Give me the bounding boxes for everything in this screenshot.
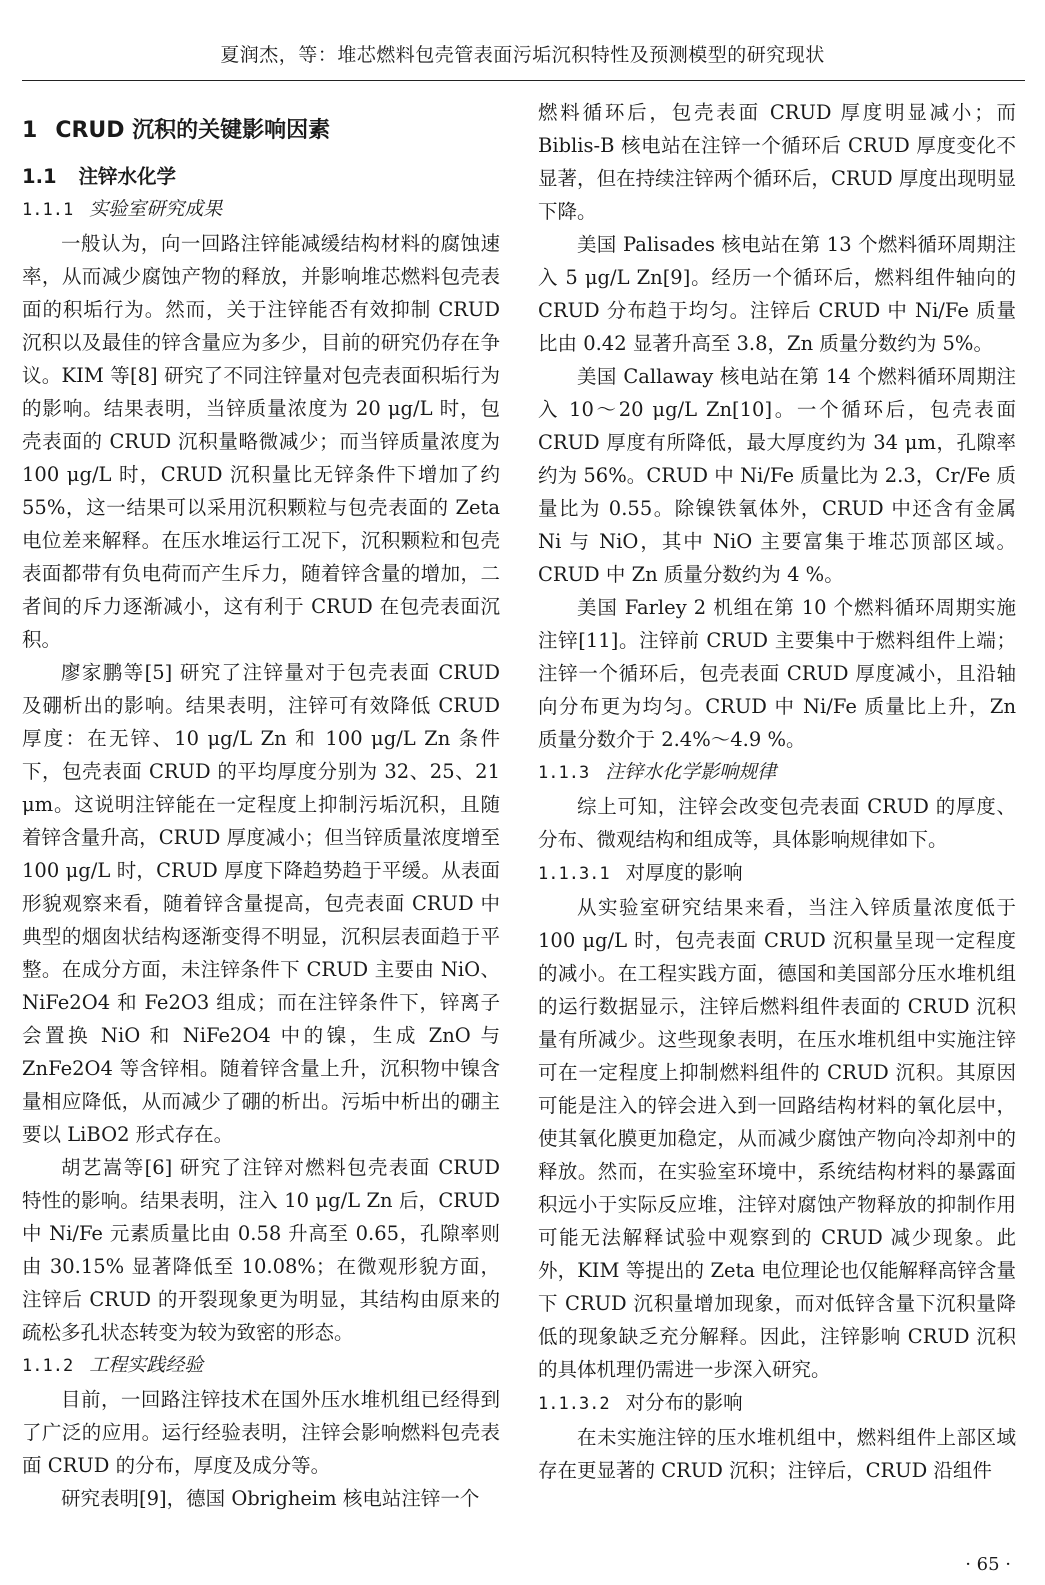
section-title: 实验室研究成果 bbox=[89, 198, 223, 220]
running-header: 夏润杰，等：堆芯燃料包壳管表面污垢沉积特性及预测模型的研究现状 bbox=[220, 44, 825, 66]
section-number: 1.1.3.1 bbox=[538, 864, 610, 884]
paragraph: 研究表明[9]，德国 Obrigheim 核电站注锌一个 bbox=[61, 1487, 480, 1510]
page-number: · 65 · bbox=[965, 1554, 1011, 1575]
paragraph: 从实验室研究结果来看，当注入锌质量浓度低于 100 μg/L 时，包壳表面 CRUD 沉积量呈现一定程度的减小。在工程实践方面，德国和美国部分压水堆机组的运行数据显示，注锌后燃料组件表面的 CRUD 沉积量有所减少。这些现象表明，在压水堆机组中实施注锌可在一定程度上抑制燃料组件的 CRUD 沉积。其原因可能是注入的锌会进入到一回路结构材料的氧化层中，使其氧化膜更加稳定，从而减少腐蚀产物向冷却剂中的释放。然而，在实验室环境中，系统结构材料的暴露面积远小于实际反应堆，注锌对腐蚀产物释放的抑制作用可能无法解释试验中观察到的 CRUD 减少现象。此外，KIM 等提出的 Zeta 电位理论也仅能解释高锌含量下 CRUD 沉积量增加现象，而对低锌含量下沉积量降低的现象缺乏充分解释。因此，注锌影响 CRUD 沉积的具体机理仍需进一步深入研究。 bbox=[538, 896, 1016, 1381]
section-title: 工程实践经验 bbox=[89, 1354, 204, 1376]
left-column bbox=[22, 96, 500, 1515]
paragraph: 美国 Farley 2 机组在第 10 个燃料循环周期实施注锌[11]。注锌前 CRUD 主要集中于燃料组件上端；注锌一个循环后，包壳表面 CRUD 厚度减小，且沿轴向分布更为均匀。CRUD 中 Ni/Fe 质量比上升，Zn 质量分数介于 2.4%～4.9 %。 bbox=[538, 596, 1016, 751]
section-number: 1.1.3 bbox=[538, 763, 590, 783]
paragraph: 美国 Palisades 核电站在第 13 个燃料循环周期注入 5 μg/L Zn[9]。经历一个循环后，燃料组件轴向的 CRUD 分布趋于均匀。注锌后 CRUD 中 Ni/Fe 质量比由 0.42 显著升高至 3.8，Zn 质量分数约为 5%。 bbox=[538, 233, 1016, 355]
section-number: 1.1.1 bbox=[22, 200, 74, 220]
section-title: 注锌水化学 bbox=[78, 165, 177, 188]
section-title: 对厚度的影响 bbox=[625, 861, 743, 884]
paragraph: 廖家鹏等[5] 研究了注锌量对于包壳表面 CRUD 及硼析出的影响。结果表明，注锌可有效降低 CRUD 厚度：在无锌、10 μg/L Zn 和 100 μg/L Zn 条件下，包壳表面 CRUD 的平均厚度分别为 32、25、21 μm。这说明注锌能在一定程度上抑制污垢沉积，且随着锌含量升高，CRUD 厚度减小；但当锌质量浓度增至 100 μg/L 时，CRUD 厚度下降趋势趋于平缓。从表面形貌观察来看，随着锌含量提高，包壳表面 CRUD 中典型的烟囱状结构逐渐变得不明显，沉积层表面趋于平整。在成分方面，未注锌条件下 CRUD 主要由 NiO、NiFe2O4 和 Fe2O3 组成；而在注锌条件下，锌离子会置换 NiO 和 NiFe2O4 中的镍，生成 ZnO 与 ZnFe2O4 等含锌相。随着锌含量上升，沉积物中镍含量相应降低，从而减少了硼的析出。污垢中析出的硼主要以 LiBO2 形式存在。 bbox=[22, 661, 500, 1146]
section-title: 对分布的影响 bbox=[625, 1391, 743, 1414]
section-number: 1.1 bbox=[22, 165, 57, 188]
paragraph: 燃料循环后，包壳表面 CRUD 厚度明显减小；而 Biblis-B 核电站在注锌一个循环后 CRUD 厚度变化不显著，但在持续注锌两个循环后，CRUD 厚度出现明显下降。 bbox=[538, 101, 1016, 223]
section-heading-1-1-3-2 bbox=[538, 1386, 1016, 1421]
paragraph: 目前，一回路注锌技术在国外压水堆机组已经得到了广泛的应用。运行经验表明，注锌会影响燃料包壳表面 CRUD 的分布，厚度及成分等。 bbox=[22, 1388, 500, 1477]
section-heading-1-1-3-1 bbox=[538, 856, 1016, 891]
section-number: 1.1.2 bbox=[22, 1356, 74, 1376]
paragraph: 在未实施注锌的压水堆机组中，燃料组件上部区域存在更显著的 CRUD 沉积；注锌后，CRUD 沿组件 bbox=[538, 1426, 1016, 1482]
paragraph: 一般认为，向一回路注锌能减缓结构材料的腐蚀速率，从而减少腐蚀产物的释放，并影响堆芯燃料包壳表面的积垢行为。然而，关于注锌能否有效抑制 CRUD 沉积以及最佳的锌含量应为多少，目前的研究仍存在争议。KIM 等[8] 研究了不同注锌量对包壳表面积垢行为的影响。结果表明，当锌质量浓度为 20 μg/L 时，包壳表面的 CRUD 沉积量略微减少；而当锌质量浓度为 100 μg/L 时，CRUD 沉积量比无锌条件下增加了约 55%，这一结果可以采用沉积颗粒与包壳表面的 Zeta 电位差来解释。在压水堆运行工况下，沉积颗粒和包壳表面都带有负电荷而产生斥力，随着锌含量的增加，二者间的斥力逐渐减小，这有利于 CRUD 在包壳表面沉积。 bbox=[22, 232, 500, 651]
paragraph: 综上可知，注锌会改变包壳表面 CRUD 的厚度、分布、微观结构和组成等，具体影响规律如下。 bbox=[538, 795, 1016, 851]
section-heading-1-1-2 bbox=[22, 1349, 500, 1383]
section-title: CRUD 沉积的关键影响因素 bbox=[55, 118, 331, 143]
section-title: 注锌水化学影响规律 bbox=[605, 761, 777, 783]
section-heading-1-1-3 bbox=[538, 756, 1016, 790]
section-heading-1-1 bbox=[22, 160, 500, 193]
right-column bbox=[538, 96, 1016, 1487]
paragraph: 胡艺嵩等[6] 研究了注锌对燃料包壳表面 CRUD 特性的影响。结果表明，注入 10 μg/L Zn 后，CRUD 中 Ni/Fe 元素质量比由 0.58 升高至 0.65，孔隙率则由 30.15% 显著降低至 10.08%；在微观形貌方面，注锌后 CRUD 的开裂现象更为明显，其结构由原来的疏松多孔状态转变为较为致密的形态。 bbox=[22, 1156, 500, 1344]
section-heading-1 bbox=[22, 114, 500, 148]
paragraph: 美国 Callaway 核电站在第 14 个燃料循环周期注入 10～20 μg/L Zn[10]。一个循环后，包壳表面 CRUD 厚度有所降低，最大厚度约为 34 μm，孔隙率约为 56%。CRUD 中 Ni/Fe 质量比为 2.3，Cr/Fe 质量比为 0.55。除镍铁氧体外，CRUD 中还含有金属 Ni 与 NiO，其中 NiO 主要富集于堆芯顶部区域。CRUD 中 Zn 质量分数约为 4 %。 bbox=[538, 365, 1016, 586]
section-number: 1.1.3.2 bbox=[538, 1394, 610, 1414]
section-number: 1 bbox=[22, 118, 38, 143]
header-rule bbox=[22, 80, 1025, 81]
section-heading-1-1-1 bbox=[22, 193, 500, 227]
